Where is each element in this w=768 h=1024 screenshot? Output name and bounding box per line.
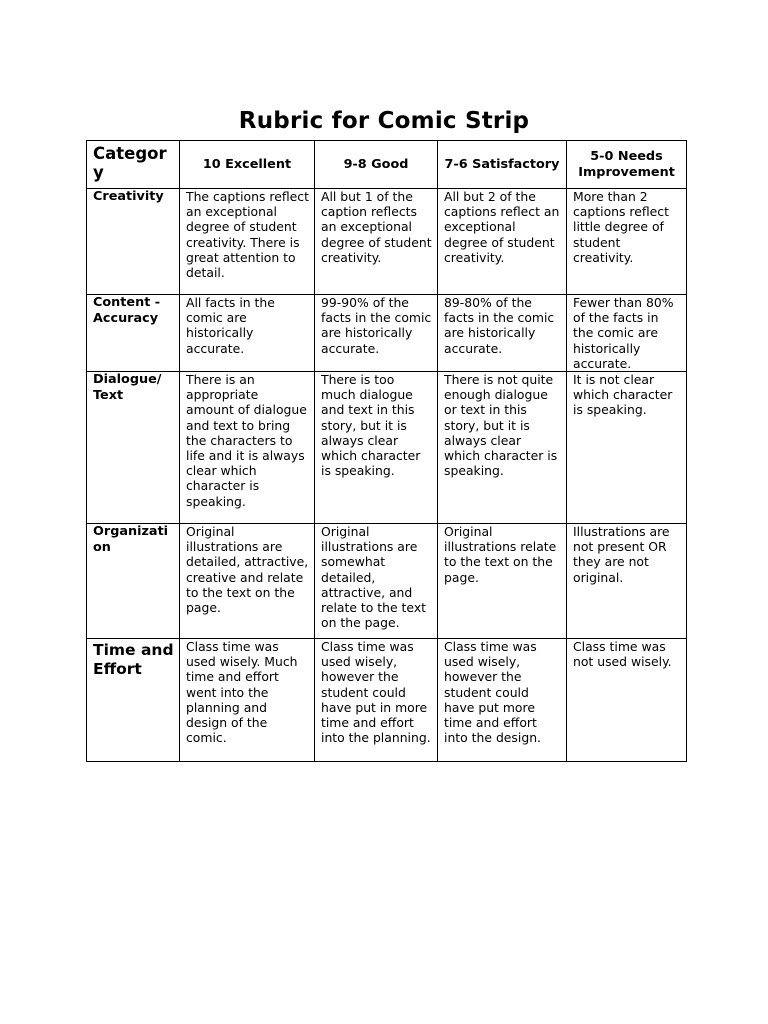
table-row <box>87 189 687 295</box>
row-category: Creativity <box>87 189 180 295</box>
table-cell: There is not quite enough dialogue or text in this story, but it is always clear which character is speaking. <box>438 372 567 524</box>
table-cell: It is not clear which character is speaking. <box>567 372 687 524</box>
table-cell: Original illustrations are somewhat detailed, attractive, and relate to the text on the page. <box>315 524 438 639</box>
table-cell: All but 1 of the caption reflects an exceptional degree of student creativity. <box>315 189 438 295</box>
table-row <box>87 524 687 639</box>
table-cell: Fewer than 80% of the facts in the comic are historically accurate. <box>567 295 687 372</box>
table-cell: There is an appropriate amount of dialogue and text to bring the characters to life and it is always clear which character is speaking. <box>180 372 315 524</box>
table-cell: More than 2 captions reflect little degree of student creativity. <box>567 189 687 295</box>
table-cell: 99-90% of the facts in the comic are historically accurate. <box>315 295 438 372</box>
table-cell: 89-80% of the facts in the comic are historically accurate. <box>438 295 567 372</box>
table-row <box>87 295 687 372</box>
header-row <box>87 141 687 189</box>
header-excellent: 10 Excellent <box>180 141 315 189</box>
table-row <box>87 639 687 762</box>
row-category: Content - Accuracy <box>87 295 180 372</box>
table-cell: Class time was used wisely, however the student could have put more time and effort into the design. <box>438 639 567 762</box>
table-cell: Original illustrations relate to the text on the page. <box>438 524 567 639</box>
row-category: Organization <box>87 524 180 639</box>
row-category: Time and Effort <box>87 639 180 762</box>
table-cell: There is too much dialogue and text in this story, but it is always clear which character is speaking. <box>315 372 438 524</box>
row-category: Dialogue/ Text <box>87 372 180 524</box>
table-cell: All facts in the comic are historically accurate. <box>180 295 315 372</box>
page-title: Rubric for Comic Strip <box>238 108 530 134</box>
table-cell: Original illustrations are detailed, attractive, creative and relate to the text on the page. <box>180 524 315 639</box>
header-good: 9-8 Good <box>315 141 438 189</box>
table-cell: Class time was not used wisely. <box>567 639 687 762</box>
header-needs-improvement: 5-0 Needs Improvement <box>567 141 687 189</box>
table-cell: All but 2 of the captions reflect an exceptional degree of student creativity. <box>438 189 567 295</box>
table-cell: The captions reflect an exceptional degree of student creativity. There is great attention to detail. <box>180 189 315 295</box>
header-category: Category <box>87 141 180 189</box>
table-cell: Class time was used wisely. Much time and effort went into the planning and design of the comic. <box>180 639 315 762</box>
rubric-table <box>86 140 687 762</box>
header-satisfactory: 7-6 Satisfactory <box>438 141 567 189</box>
table-cell: Class time was used wisely, however the student could have put in more time and effort into the planning. <box>315 639 438 762</box>
table-cell: Illustrations are not present OR they are not original. <box>567 524 687 639</box>
table-row <box>87 372 687 524</box>
